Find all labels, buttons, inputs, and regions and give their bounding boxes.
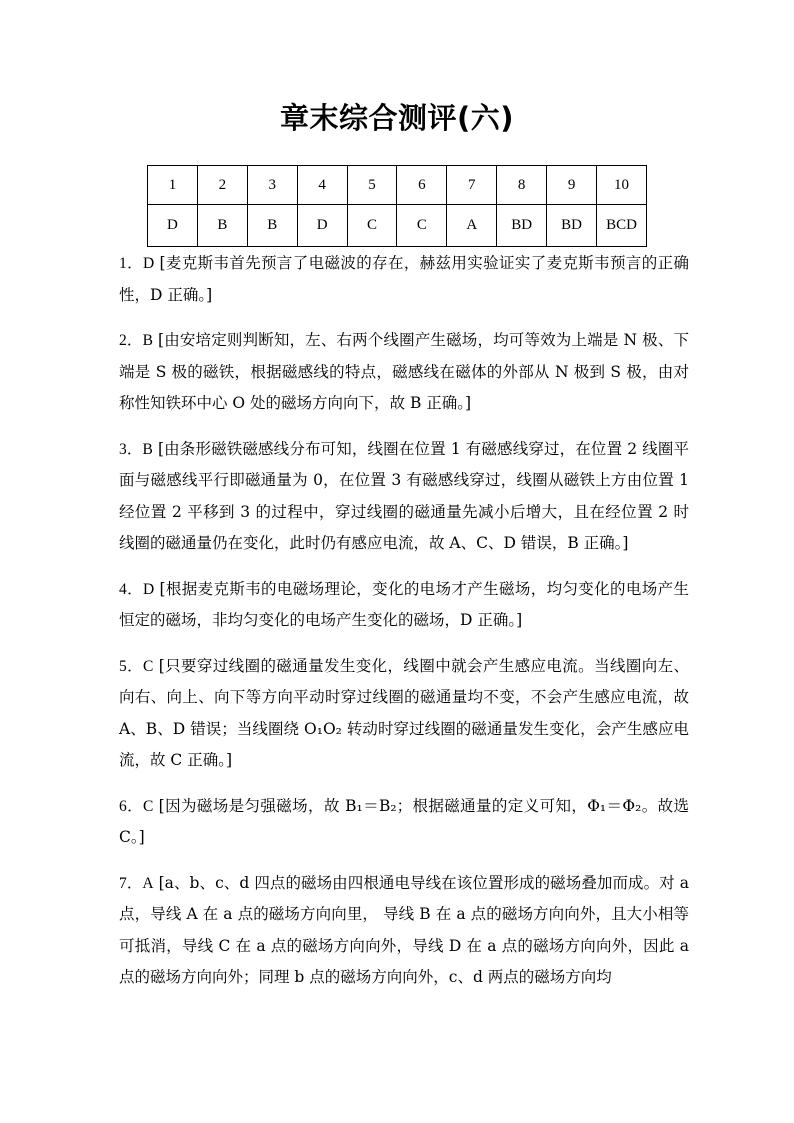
explanation-text: [由条形磁铁磁感线分布可知，线圈在位置 1 有磁感线穿过，在位置 2 线圈平面与磁感线平行即磁通量为 0，在位置 3 有磁感线穿过，线圈从磁铁上方由位置 1 经位置 2 平移到 3 的过程中，穿过线圈的磁通量先减小后增大，且在经位置 2 时线圈的磁通量仍在变化，此时仍有感应电流，故 A、C、D 错误，B 正确。] xyxy=(119,439,690,552)
question-number: 3 xyxy=(247,166,297,205)
question-number: 8 xyxy=(497,166,547,205)
answer-cell: B xyxy=(247,205,297,247)
question-number: 4 xyxy=(297,166,347,205)
explanation-label: 7．A xyxy=(119,874,154,892)
question-number: 1 xyxy=(148,166,198,205)
explanation-text: [根据麦克斯韦的电磁场理论，变化的电场才产生磁场，均匀变化的电场产生恒定的磁场，非均匀变化的电场产生变化的磁场，D 正确。] xyxy=(119,579,689,629)
explanation-item-4 xyxy=(119,574,689,637)
explanation-item-7 xyxy=(119,868,689,994)
question-number: 10 xyxy=(597,166,647,205)
explanation-list xyxy=(119,248,689,1008)
explanation-text: [a、b、c、d 四点的磁场由四根通电导线在该位置形成的磁场叠加而成。对 a 点，导线 A 在 a 点的磁场方向向里， 导线 B 在 a 点的磁场方向向外，且大小相等可抵消，导线 C 在 a 点的磁场方向向外，导线 D 在 a 点的磁场方向向外，因此 a 点的磁场方向向外；同理 b 点的磁场方向向外，c、d 两点的磁场方向均 xyxy=(119,873,689,986)
explanation-label: 1．D xyxy=(119,255,155,272)
question-number: 9 xyxy=(547,166,597,205)
question-number: 6 xyxy=(397,166,447,205)
page-title: 章末综合测评(六) xyxy=(279,101,514,135)
explanation-label: 6．C xyxy=(119,797,154,815)
answer-table xyxy=(147,165,647,247)
explanation-text: [麦克斯韦首先预言了电磁波的存在，赫兹用实验证实了麦克斯韦预言的正确性，D 正确。] xyxy=(119,254,689,304)
explanation-item-5 xyxy=(119,651,689,777)
explanation-item-3 xyxy=(119,434,689,560)
answer-cell: BD xyxy=(547,205,597,247)
explanation-text: [因为磁场是匀强磁场，故 B₁＝B₂；根据磁通量的定义可知，Φ₁＝Φ₂。故选 C。] xyxy=(119,796,689,846)
answer-cell: D xyxy=(148,205,198,247)
explanation-item-6 xyxy=(119,791,689,854)
answer-cell: A xyxy=(447,205,497,247)
explanation-label: 2．B xyxy=(119,332,153,349)
explanation-item-2 xyxy=(119,325,689,420)
answer-table-answer-row xyxy=(148,205,647,247)
explanation-label: 5．C xyxy=(119,657,154,675)
explanation-text: [只要穿过线圈的磁通量发生变化，线圈中就会产生感应电流。当线圈向左、向右、向上、向下等方向平动时穿过线圈的磁通量均不变，不会产生感应电流，故 A、B、D 错误；当线圈绕 O₁O₂ 转动时穿过线圈的磁通量发生变化，会产生感应电流，故 C 正确。] xyxy=(119,656,690,769)
explanation-label: 3．B xyxy=(119,440,153,458)
explanation-item-1 xyxy=(119,248,689,311)
question-number: 2 xyxy=(197,166,247,205)
explanation-label: 4．D xyxy=(119,580,155,598)
question-number: 5 xyxy=(347,166,397,205)
answer-cell: BCD xyxy=(597,205,647,247)
answer-cell: BD xyxy=(497,205,547,247)
answer-cell: D xyxy=(297,205,347,247)
explanation-text: [由安培定则判断知，左、右两个线圈产生磁场，均可等效为上端是 N 极、下端是 S 极的磁铁，根据磁感线的特点，磁感线在磁体的外部从 N 极到 S 极，由对称性知铁环中心 O 处的磁场方向向下，故 B 正确。] xyxy=(119,331,689,412)
answer-cell: C xyxy=(397,205,447,247)
answer-table-number-row xyxy=(148,166,647,205)
question-number: 7 xyxy=(447,166,497,205)
answer-cell: B xyxy=(197,205,247,247)
answer-cell: C xyxy=(347,205,397,247)
